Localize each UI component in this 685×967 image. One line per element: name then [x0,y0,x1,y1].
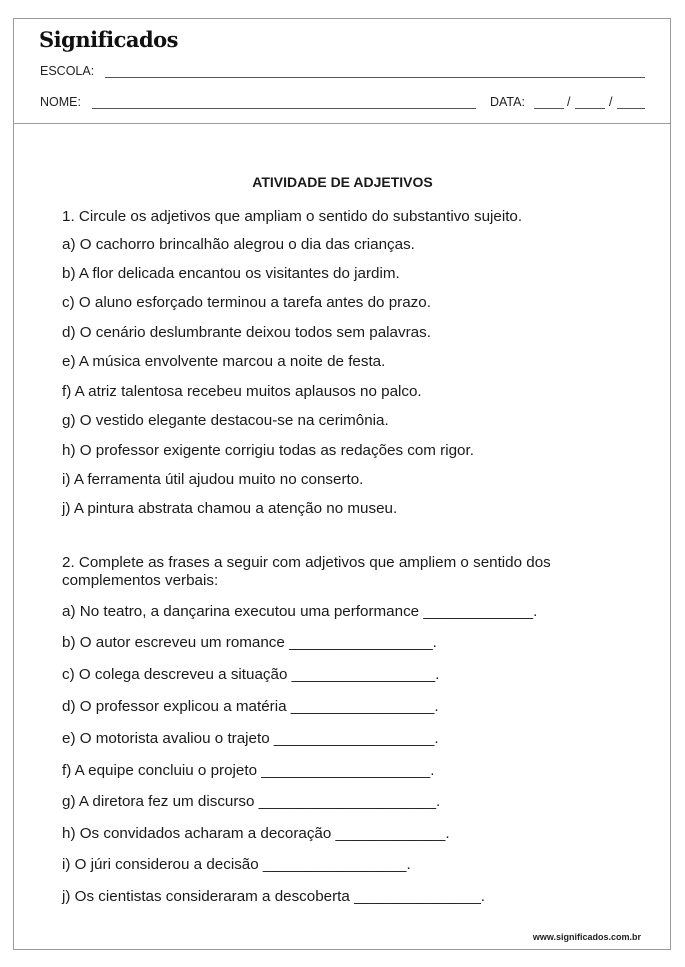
question-1-item: b) A flor delicada encantou os visitantes do jardim. [62,265,400,282]
question-1-item: d) O cenário deslumbrante deixou todos sem palavras. [62,324,431,341]
school-field[interactable] [105,77,645,78]
question-1-item: g) O vestido elegante destacou-se na cerimônia. [62,412,389,429]
date-label: DATA: [490,95,525,109]
name-field[interactable] [92,108,476,109]
question-1-item: j) A pintura abstrata chamou a atenção no museu. [62,500,398,517]
date-month-field[interactable] [575,108,605,109]
question-2-item: g) A diretora fez um discurso _____________________. [62,793,441,810]
question-2-item: h) Os convidados acharam a decoração _____________. [62,825,450,842]
question-2-item: i) O júri considerou a decisão _________________. [62,856,411,873]
question-1-item: i) A ferramenta útil ajudou muito no conserto. [62,471,364,488]
question-1-item: c) O aluno esforçado terminou a tarefa antes do prazo. [62,294,431,311]
question-2-item: c) O colega descreveu a situação _________________. [62,666,440,683]
date-separator: / [567,95,571,109]
date-separator: / [609,95,613,109]
question-2-item: j) Os cientistas consideraram a descoberta _______________. [62,888,485,905]
question-1-item: a) O cachorro brincalhão alegrou o dia das crianças. [62,236,415,253]
footer-url: www.significados.com.br [532,932,641,942]
school-label: ESCOLA: [40,64,95,78]
question-1-prompt: 1. Circule os adjetivos que ampliam o sentido do substantivo sujeito. [62,208,523,225]
name-label: NOME: [40,95,81,109]
question-2-item: d) O professor explicou a matéria _________________. [62,698,439,715]
date-day-field[interactable] [534,108,564,109]
page-title: ATIVIDADE DE ADJETIVOS [252,174,433,190]
question-2-item: e) O motorista avaliou o trajeto ___________________. [62,730,439,747]
question-2-item: f) A equipe concluiu o projeto ____________________. [62,762,435,779]
date-year-field[interactable] [617,108,645,109]
question-1-item: h) O professor exigente corrigiu todas as redações com rigor. [62,442,474,459]
question-1-item: f) A atriz talentosa recebeu muitos aplausos no palco. [62,383,422,400]
question-2-prompt: 2. Complete as frases a seguir com adjetivos que ampliem o sentido dos [62,554,551,571]
question-2-item: a) No teatro, a dançarina executou uma performance _____________. [62,603,538,620]
question-2-prompt-continued: complementos verbais: [62,572,219,589]
header-divider [13,123,671,124]
logo: Significados [39,27,178,52]
question-1-item: e) A música envolvente marcou a noite de festa. [62,353,386,370]
question-2-item: b) O autor escreveu um romance _________________. [62,634,437,651]
